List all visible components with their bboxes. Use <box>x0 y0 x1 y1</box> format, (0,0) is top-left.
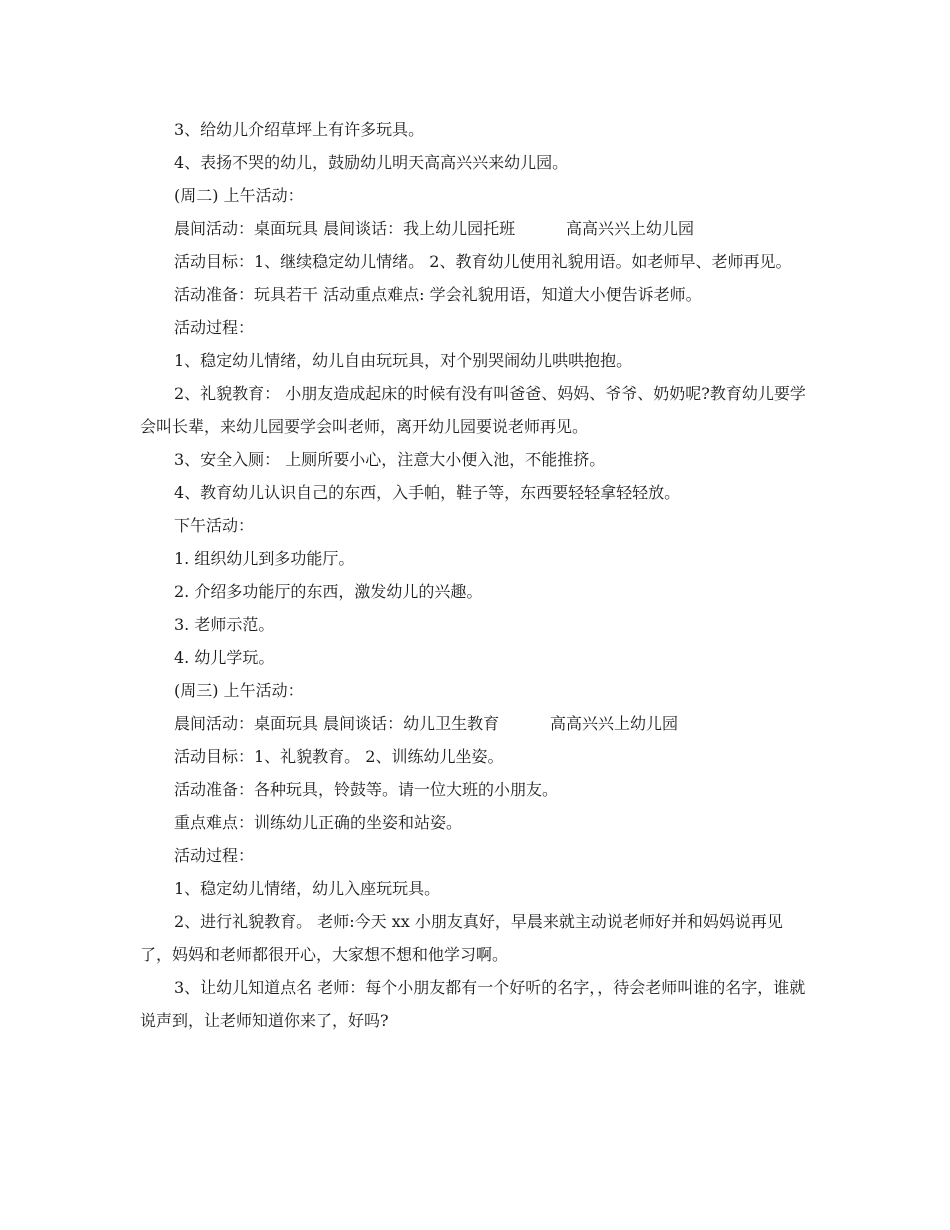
paragraph: 1、稳定幼儿情绪，幼儿自由玩玩具，对个别哭闹幼儿哄哄抱抱。 <box>174 351 633 370</box>
paragraph: 下午活动： <box>174 516 255 535</box>
paragraph: 1. 组织幼儿到多功能厅。 <box>174 549 355 568</box>
paragraph: 晨间活动：桌面玩具 晨间谈话：幼儿卫生教育 高高兴兴上幼儿园 <box>174 714 678 733</box>
paragraph: 活动过程： <box>174 846 255 865</box>
paragraph: 1、稳定幼儿情绪，幼儿入座玩玩具。 <box>174 879 441 898</box>
paragraph: 活动目标：1、礼貌教育。 2、训练幼儿坐姿。 <box>174 747 504 766</box>
paragraph: 3、给幼儿介绍草坪上有许多玩具。 <box>174 120 425 139</box>
paragraph: 活动目标：1、继续稳定幼儿情绪。 2、教育幼儿使用礼貌用语。如老师早、老师再见。 <box>174 252 792 271</box>
paragraph: 晨间活动：桌面玩具 晨间谈话：我上幼儿园托班 高高兴兴上幼儿园 <box>174 219 694 238</box>
paragraph: 活动过程： <box>174 318 255 337</box>
document-body <box>140 113 812 1037</box>
paragraph: 4、表扬不哭的幼儿，鼓励幼儿明天高高兴兴来幼儿园。 <box>174 153 569 172</box>
paragraph: 3. 老师示范。 <box>174 615 275 634</box>
paragraph: 4、教育幼儿认识自己的东西，入手帕，鞋子等，东西要轻轻拿轻轻放。 <box>174 483 681 502</box>
paragraph: 2. 介绍多功能厅的东西，激发幼儿的兴趣。 <box>174 582 483 601</box>
paragraph: 2、进行礼貌教育。 老师:今天 xx 小朋友真好，早晨来就主动说老师好并和妈妈说再见了，妈妈和老师都很开心，大家想不想和他学习啊。 <box>140 912 783 964</box>
paragraph: 3、让幼儿知道点名 老师：每个小朋友都有一个好听的名字，，待会老师叫谁的名字，谁就说声到，让老师知道你来了，好吗? <box>140 978 806 1030</box>
paragraph: 活动准备：各种玩具，铃鼓等。请一位大班的小朋友。 <box>174 780 559 799</box>
paragraph: (周二) 上午活动： <box>174 186 304 205</box>
paragraph: 重点难点：训练幼儿正确的坐姿和站姿。 <box>174 813 463 832</box>
paragraph: 3、安全入厕： 上厕所要小心，注意大小便入池，不能推挤。 <box>174 450 606 469</box>
paragraph: (周三) 上午活动： <box>174 681 304 700</box>
paragraph: 2、礼貌教育： 小朋友造成起床的时候有没有叫爸爸、妈妈、爷爷、奶奶呢?教育幼儿要学会叫长辈，来幼儿园要学会叫老师，离开幼儿园要说老师再见。 <box>140 384 806 436</box>
paragraph: 活动准备：玩具若干 活动重点难点: 学会礼貌用语，知道大小便告诉老师。 <box>174 285 702 304</box>
paragraph: 4. 幼儿学玩。 <box>174 648 275 667</box>
